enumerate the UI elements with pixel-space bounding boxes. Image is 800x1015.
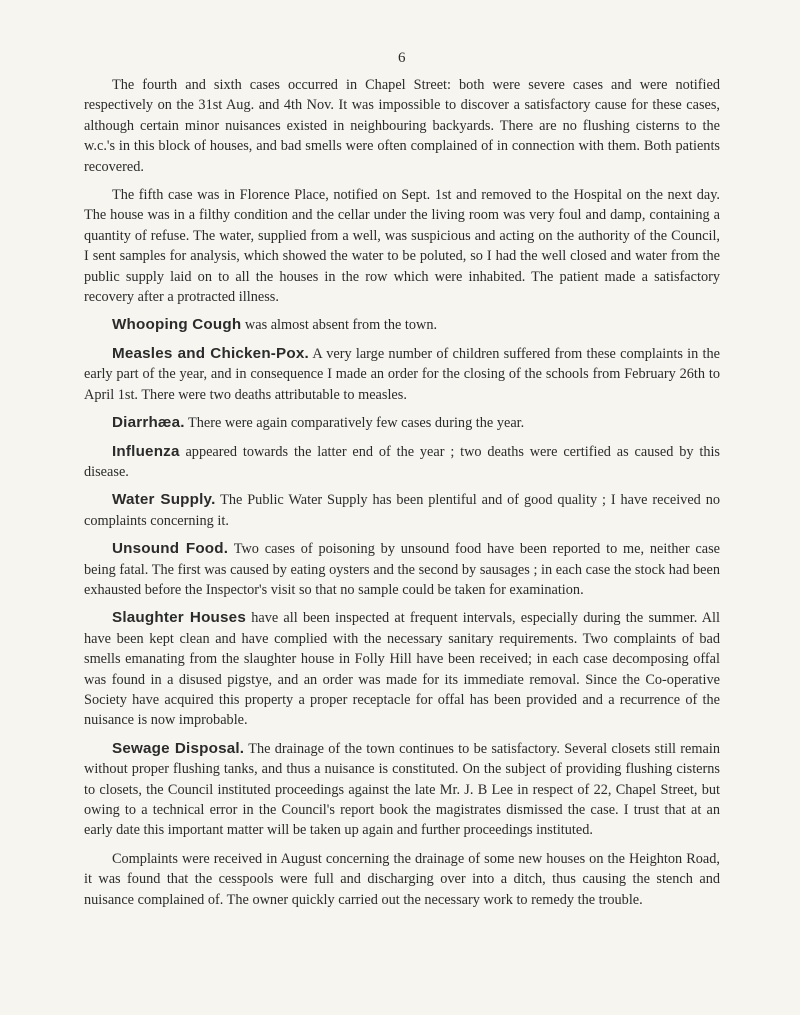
paragraph-sewage-disposal bbox=[84, 739, 720, 841]
paragraph-whooping-cough bbox=[84, 315, 720, 335]
paragraph-slaughter-houses bbox=[84, 608, 720, 730]
paragraph-diarrhaea bbox=[84, 413, 720, 433]
paragraph-text: The fourth and sixth cases occurred in Chapel Street: both were severe cases and were notified respectively on the 31st Aug. and 4th Nov. It was impossible to discover a satisfactory cause for these cases, although certain minor nuisances existed in neighbouring backyards. There are no flushing cisterns to the w.c.'s in this block of houses, and bad smells were often complained of in connection with them. Both patients recovered. bbox=[84, 77, 720, 175]
paragraph-text: The fifth case was in Florence Place, notified on Sept. 1st and removed to the Hospital on the next day. The house was in a filthy condition and the cellar under the living room was very foul and damp, containing a quantity of refuse. The water, supplied from a well, was suspicious and acting on the authority of the Council, I sent samples for analysis, which showed the water to be poluted, so I had the well closed and water from the public supply laid on to all the houses in the row which were inhabited. The patient made a satisfactory recovery after a protracted illness. bbox=[84, 187, 720, 306]
paragraph-florence-place bbox=[84, 185, 720, 307]
section-heading-sewage-disposal: Sewage Disposal. bbox=[112, 739, 245, 757]
paragraph-text: was almost absent from the town. bbox=[241, 317, 438, 334]
section-heading-measles: Measles and Chicken-Pox. bbox=[112, 344, 309, 362]
paragraph-unsound-food bbox=[84, 539, 720, 600]
paragraph-water-supply bbox=[84, 490, 720, 531]
paragraph-text: There were again comparatively few cases during the year. bbox=[184, 415, 525, 432]
paragraph-heighton-road bbox=[84, 849, 720, 910]
section-heading-whooping-cough: Whooping Cough bbox=[112, 316, 242, 334]
paragraph-text: Two cases of poisoning by unsound food have been reported to me, neither case being fatal. The first was caused by eating oysters and the second by sausages ; in each case the stock had been exhausted before the Inspector's visit so that no sample could be taken for examination. bbox=[84, 541, 720, 598]
paragraph-text: appeared towards the latter end of the year ; two deaths were certified as caused by this disease. bbox=[84, 443, 720, 480]
section-heading-diarrhaea: Diarrhæa. bbox=[112, 414, 185, 432]
paragraph-text: have all been inspected at frequent intervals, especially during the summer. All have been kept clean and have complied with the necessary sanitary requirements. Two complaints of bad smells emanating from the slaughter house in Folly Hill have been received; in each case decomposing offal was found in a disused pigstye, and an order was made for its immediate removal. Since the Co-operative Society have acquired this property a proper receptacle for offal has been provided and a recurrence of the nuisance is now improbable. bbox=[84, 610, 720, 729]
paragraph-chapel-street bbox=[84, 75, 720, 177]
paragraph-text: The drainage of the town continues to be satisfactory. Several closets still remain without proper flushing tanks, and thus a nuisance is constituted. On the subject of providing flushing cisterns to closets, the Council instituted proceedings against the late Mr. J. B Lee in respect of 22, Chapel Street, but owing to a technical error in the Council's report book the magistrates dismissed the case. I trust that at an early date this important matter will be taken up again and further proceedings instituted. bbox=[84, 740, 720, 839]
section-heading-water-supply: Water Supply. bbox=[112, 491, 216, 509]
section-heading-unsound-food: Unsound Food. bbox=[112, 540, 229, 558]
paragraph-text: A very large number of children suffered from these complaints in the early part of the year, and in consequence I made an order for the closing of the schools from February 26th to April 1st. There were two deaths attributable to measles. bbox=[84, 345, 720, 403]
section-heading-slaughter-houses: Slaughter Houses bbox=[112, 609, 246, 627]
paragraph-text: Complaints were received in August concerning the drainage of some new houses on the Heighton Road, it was found that the cesspools were full and discharging over into a ditch, thus causing the stench and nuisance complained of. The owner quickly carried out the necessary work to remedy the trouble. bbox=[84, 850, 720, 908]
paragraph-measles bbox=[84, 344, 720, 405]
page-number: 6 bbox=[398, 50, 406, 66]
paragraph-influenza bbox=[84, 442, 720, 483]
paragraph-text: The Public Water Supply has been plentiful and of good quality ; I have received no complaints concerning it. bbox=[84, 492, 720, 529]
section-heading-influenza: Influenza bbox=[112, 442, 180, 460]
